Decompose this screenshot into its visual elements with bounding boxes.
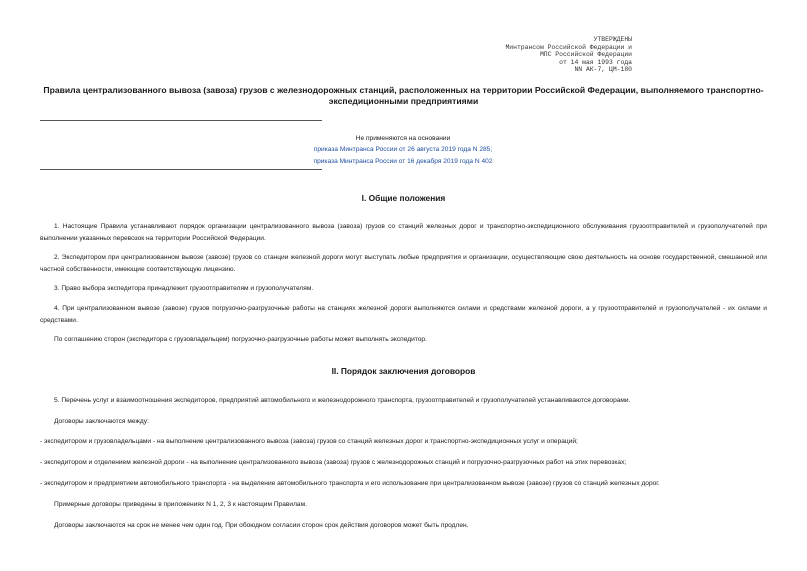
paragraph: Примерные договоры приведены в приложениях N 1, 2, 3 к настоящим Правилам. — [54, 501, 307, 508]
approval-stamp — [505, 36, 632, 74]
paragraph: По соглашению сторон (экспедитора с грузовладельцем) погрузочно-разгрузочные работы может выполнять экспедитор. — [54, 336, 427, 343]
list-item: - экспедитором и отделением железной дороги - на выполнение централизованного вывоза (завоза) грузов с железнодорожных станций и погрузочно-разгрузочных работ на этих перевозках; — [40, 459, 627, 466]
list-item: - экспедитором и грузовладельцами - на выполнение централизованного вывоза (завоза) грузов со станций железных дорог и транспортно-экспедиционных услуг и операций; — [40, 438, 578, 445]
status-note-text: Не применяются на основании — [355, 135, 451, 142]
paragraph: 5. Перечень услуг и взаимоотношения экспедиторов, предприятий автомобильного и железнодорожного транспорта, грузоотправителей и грузополучателей устанавливаются договорами. — [54, 397, 631, 404]
paragraph: 2. Экспедитором при централизованном вывозе (завозе) грузов со станции железной дороги могут выступать любые предприятия и организации, осуществляющие свою деятельность на основе государственной, смешанной или частной собственности, имеющие соответствующую лицензию. — [40, 254, 767, 273]
order-link-402[interactable]: приказа Минтранса России от 16 декабря 2019 года N 402 — [313, 157, 493, 165]
section-heading-general: I. Общие положения — [361, 193, 446, 203]
approval-line: МПС Российской Федерации — [539, 51, 632, 59]
section-heading-contracts: II. Порядок заключения договоров — [331, 366, 476, 376]
paragraph: Договоры заключаются на срок не менее чем один год. При обоюдном согласии сторон срок действия договоров может быть продлен. — [54, 522, 469, 529]
paragraph: 1. Настоящие Правила устанавливают порядок организации централизованного вывоза (завоза) грузов со станций железных дорог и транспортно-экспедиционного обслуживания грузоотправителей и грузополучателей при выполнении указанных перевозок на территории Российской Федерации. — [40, 223, 767, 242]
status-note — [300, 133, 506, 167]
document-title: Правила централизованного вывоза (завоза) грузов с железнодорожных станций, расположенных на территории Российской Федерации, выполняемого транспортно-экспедиционными предприятиями — [43, 85, 764, 106]
order-link-285[interactable]: приказа Минтранса России от 26 августа 2019 года N 285; — [313, 146, 493, 154]
divider-bottom — [40, 169, 322, 170]
paragraph: Договоры заключаются между: — [54, 418, 149, 425]
approval-line: УТВЕРЖДЕНЫ — [593, 36, 632, 43]
approval-line: Минтрансом Российской Федерации и — [505, 43, 632, 51]
paragraph: 4. При централизованном вывозе (завозе) грузов погрузочно-разгрузочные работы на станциях железной дороги выполняются силами и средствами железной дороги, а у грузоотправителей и грузополучателей - их силами и средствами. — [40, 305, 767, 324]
paragraph: 3. Право выбора экспедитора принадлежит грузоотправителям и грузополучателям. — [54, 285, 314, 292]
approval-line: от 14 мая 1993 года — [559, 58, 632, 66]
divider-top — [40, 120, 322, 121]
list-item: - экспедитором и предприятием автомобильного транспорта - на выделение автомобильного транспорта и его использование при централизованном вывозе (завозе) грузов со станций железных дорог. — [40, 480, 660, 487]
approval-line: NN АК-7, ЦМ-180 — [574, 66, 632, 74]
